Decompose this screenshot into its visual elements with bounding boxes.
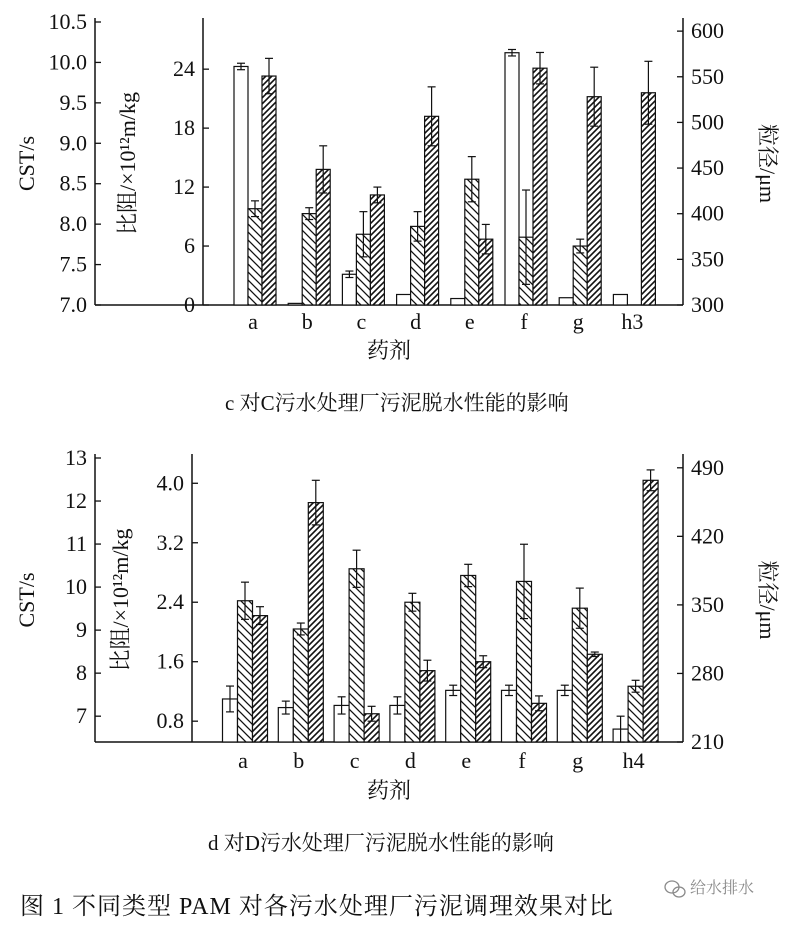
left-tick-label: 10.5 [48, 9, 87, 34]
right-axis-title: 粒径/μm [755, 560, 780, 640]
inner-tick-label: 24 [173, 56, 195, 82]
left-tick-label: 13 [65, 445, 87, 470]
bar-hatch-forward [643, 480, 658, 742]
bar-hatch-forward [587, 97, 601, 305]
category-label: b [301, 309, 313, 334]
right-tick-label: 300 [691, 292, 724, 317]
bar-empty [234, 66, 248, 305]
category-label: e [461, 748, 472, 773]
category-label: f [520, 309, 528, 334]
left-tick-label: 8.0 [59, 211, 87, 237]
bar-hatch-forward [587, 654, 602, 742]
category-label: d [404, 748, 416, 773]
bar-hatch-back [461, 575, 476, 742]
bar-hatch-back [405, 602, 420, 742]
category-label: a [238, 748, 248, 773]
category-label: c [356, 309, 367, 334]
bar-empty [451, 299, 465, 305]
chart-caption: d 对D污水处理厂污泥脱水性能的影响 [208, 831, 554, 855]
left-tick-label: 9.0 [59, 130, 87, 156]
right-tick-label: 600 [691, 18, 724, 44]
bar-hatch-back [302, 214, 316, 305]
inner-axis-title: 比阻/×10¹²m/kg [115, 92, 140, 235]
bar-empty [342, 274, 356, 305]
category-label: h4 [622, 748, 645, 773]
right-tick-label: 500 [691, 109, 724, 135]
category-label: e [464, 309, 475, 334]
category-label: c [349, 748, 360, 773]
right-tick-label: 350 [691, 591, 724, 617]
category-label: g [572, 309, 584, 334]
inner-axis-title: 比阻/×10¹²m/kg [108, 528, 133, 672]
bar-empty [446, 690, 461, 742]
bar-empty [613, 294, 627, 305]
category-label: g [572, 748, 584, 773]
bar-hatch-forward [253, 616, 268, 742]
left-tick-label: 10.0 [48, 49, 87, 75]
inner-tick-label: 3.2 [156, 529, 184, 555]
bar-hatch-back [573, 246, 587, 305]
watermark-text: 给水排水 [690, 880, 755, 897]
inner-tick-label: 0 [184, 292, 195, 317]
chart-caption: c 对C污水处理厂污泥脱水性能的影响 [225, 391, 569, 415]
x-axis-title: 药剂 [366, 778, 412, 803]
left-tick-label: 8.5 [59, 170, 87, 196]
chart-1 [14, 9, 780, 415]
left-tick-label: 12 [65, 488, 87, 514]
right-tick-label: 450 [691, 155, 724, 181]
bar-hatch-back [248, 209, 262, 305]
left-axis-title: CST/s [14, 135, 39, 192]
left-tick-label: 7 [76, 703, 87, 729]
category-label: h3 [621, 309, 644, 334]
inner-tick-label: 1.6 [156, 648, 184, 674]
left-axis-title: CST/s [14, 572, 39, 628]
category-label: f [518, 748, 526, 773]
wechat-icon [665, 881, 685, 897]
bar-hatch-back [293, 629, 308, 742]
bar-empty [505, 53, 519, 305]
right-tick-label: 280 [691, 660, 724, 686]
inner-tick-label: 0.8 [156, 708, 184, 734]
bar-hatch-forward [262, 76, 276, 305]
bar-empty [288, 303, 302, 305]
inner-tick-label: 6 [184, 233, 195, 259]
bar-hatch-forward [533, 68, 547, 305]
bar-hatch-back [238, 601, 253, 742]
right-tick-label: 490 [691, 454, 724, 480]
left-tick-label: 7.5 [59, 251, 87, 277]
right-tick-label: 350 [691, 246, 724, 272]
bar-hatch-forward [308, 503, 323, 742]
charts-layer [14, 9, 780, 855]
right-tick-label: 400 [691, 200, 724, 226]
category-label: d [410, 309, 422, 334]
bar-empty [502, 690, 517, 742]
left-tick-label: 11 [65, 531, 87, 557]
bar-empty [397, 294, 411, 305]
chart-2 [14, 445, 780, 855]
bar-hatch-forward [370, 195, 384, 305]
inner-tick-label: 4.0 [156, 470, 184, 496]
left-tick-label: 9.5 [59, 89, 87, 115]
left-tick-label: 10 [65, 574, 87, 600]
right-tick-label: 210 [691, 729, 724, 754]
bar-empty [559, 298, 573, 305]
category-label: b [293, 748, 305, 773]
right-tick-label: 550 [691, 63, 724, 89]
inner-tick-label: 2.4 [156, 589, 184, 615]
watermark [665, 879, 754, 897]
inner-tick-label: 18 [173, 115, 195, 141]
inner-tick-label: 12 [173, 174, 195, 200]
bar-hatch-back [349, 569, 364, 742]
left-tick-label: 7.0 [59, 292, 87, 317]
category-label: a [248, 309, 258, 334]
bar-hatch-back [628, 686, 643, 742]
figure-title: 图 1 不同类型 PAM 对各污水处理厂污泥调理效果对比 [20, 894, 614, 920]
right-tick-label: 420 [691, 523, 724, 549]
x-axis-title: 药剂 [366, 338, 412, 363]
left-tick-label: 8 [76, 660, 87, 686]
right-axis-title: 粒径/μm [755, 123, 780, 204]
bar-hatch-forward [476, 662, 491, 742]
left-tick-label: 9 [76, 617, 87, 643]
bar-empty [557, 690, 572, 742]
